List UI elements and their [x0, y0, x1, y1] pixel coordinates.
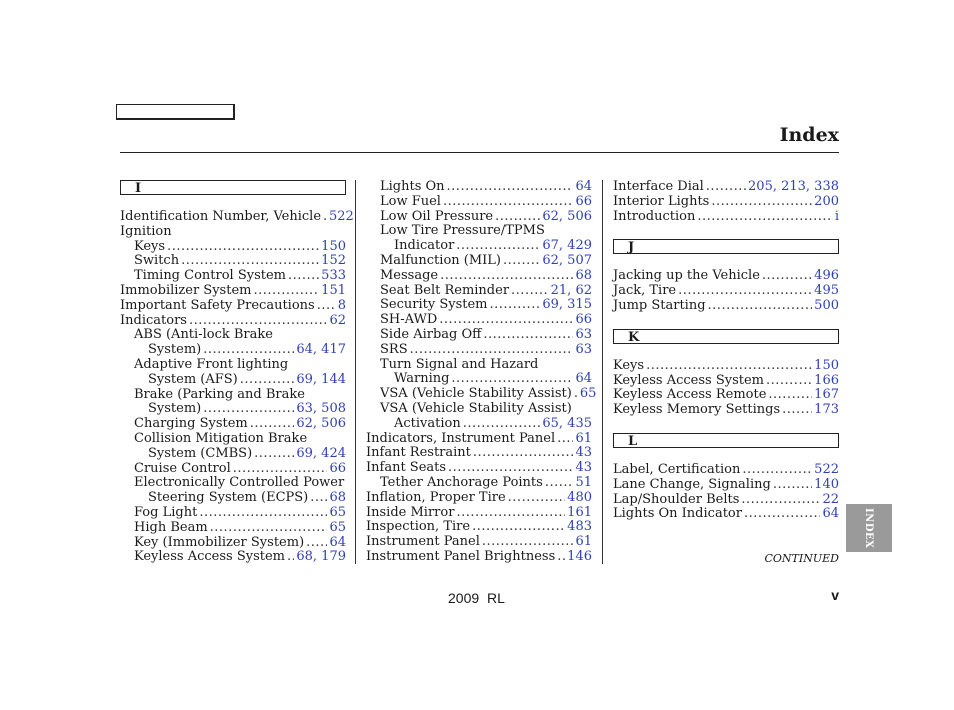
index-entry: [366, 328, 592, 343]
page-link[interactable]: 205, 213, 338: [748, 179, 839, 194]
entry-term: Infant Restraint: [366, 445, 471, 461]
dot-leader: [443, 195, 573, 210]
entry-term: Charging System: [134, 416, 248, 432]
dot-leader: [410, 343, 574, 358]
index-entry: [120, 314, 346, 329]
dot-leader: [782, 403, 812, 418]
entry-term: System): [148, 342, 202, 358]
side-tab-label: INDEX: [863, 508, 874, 549]
page-link[interactable]: 61: [575, 430, 592, 446]
dot-leader: [490, 298, 541, 313]
dot-leader: [167, 240, 319, 255]
dot-leader: [240, 373, 295, 388]
entry-term: Important Safety Precautions: [120, 297, 315, 313]
spacer: [613, 418, 839, 433]
page-link[interactable]: 151: [321, 282, 346, 298]
index-entry: [366, 386, 597, 402]
dot-leader: [199, 506, 327, 521]
page-link[interactable]: 64: [822, 506, 839, 522]
index-entry: [366, 343, 592, 358]
entry-term: Low Tire Pressure/TPMS: [380, 223, 545, 239]
entry-term: Side Airbag Off: [380, 326, 482, 342]
section-tab-box: [116, 104, 235, 120]
index-entry: [366, 506, 592, 521]
spacer: [613, 224, 839, 239]
page-link[interactable]: 68: [575, 267, 592, 283]
index-entry: [120, 209, 354, 225]
index-entry: [366, 372, 592, 387]
entry-term: Lane Change, Signaling: [613, 476, 771, 492]
page-link[interactable]: 65, 435: [542, 415, 592, 431]
index-entry: [120, 388, 346, 403]
index-entry: [120, 254, 346, 269]
dot-leader: [545, 476, 574, 491]
dot-leader: [711, 195, 812, 210]
page-link[interactable]: 63: [575, 326, 592, 342]
page-link[interactable]: 8: [337, 297, 346, 313]
page-link[interactable]: 22: [822, 491, 839, 507]
dot-leader: [503, 254, 540, 269]
entry-term: Interface Dial: [613, 179, 704, 194]
page-link[interactable]: 68, 179: [296, 549, 346, 565]
entry-term: Immobilizer System: [120, 282, 252, 298]
page-number: v: [831, 587, 839, 603]
index-entry: [120, 476, 346, 491]
index-side-tab[interactable]: [846, 504, 892, 552]
dot-leader: [574, 387, 578, 402]
dot-leader: [447, 180, 574, 195]
entry-term: System): [148, 401, 202, 417]
entry-term: VSA (Vehicle Stability Assist): [380, 386, 572, 402]
page-link[interactable]: 146: [567, 548, 592, 564]
page-link[interactable]: 150: [814, 357, 839, 373]
dot-leader: [744, 507, 820, 522]
index-entry: [613, 507, 839, 522]
index-entry: [366, 520, 592, 535]
page-link[interactable]: i: [834, 208, 839, 224]
dot-leader: [203, 343, 294, 358]
dot-leader: [741, 493, 820, 508]
entry-term: Timing Control System: [134, 268, 287, 284]
entry-term: Tether Anchorage Points: [380, 474, 543, 490]
entry-term: High Beam: [134, 519, 208, 535]
column-divider: [355, 180, 356, 564]
entry-term: Inflation, Proper Tire: [366, 489, 506, 505]
page-link[interactable]: 65: [579, 386, 597, 402]
dot-leader: [253, 284, 319, 299]
page-link[interactable]: 69, 424: [296, 445, 346, 461]
entry-term: Inspection, Tire: [366, 519, 471, 535]
index-entry: [613, 388, 839, 403]
entry-term: Introduction: [613, 208, 696, 224]
dot-leader: [451, 372, 573, 387]
entry-term: System (AFS): [148, 371, 238, 387]
entry-term: Keyless Access System: [134, 549, 286, 565]
dot-leader: [762, 269, 812, 284]
page-link[interactable]: 522: [814, 461, 839, 477]
entry-term: Seat Belt Reminder: [380, 282, 510, 298]
entry-term: ABS (Anti-lock Brake: [134, 327, 273, 343]
page-title: Index: [779, 124, 839, 146]
page-link[interactable]: 66: [329, 460, 346, 476]
dot-leader: [287, 550, 294, 565]
page-link[interactable]: 522: [329, 209, 354, 224]
index-entry: [613, 269, 839, 284]
index-entry: [613, 463, 839, 478]
dot-leader: [440, 269, 573, 284]
entry-term: Activation: [394, 415, 461, 431]
entry-term: Lights On Indicator: [613, 506, 742, 522]
index-entry: [120, 299, 346, 314]
entry-term: Indicator: [394, 238, 455, 254]
index-entry: [120, 521, 346, 536]
entry-term: Instrument Panel: [366, 534, 480, 550]
page-link[interactable]: 69, 144: [296, 371, 346, 387]
dot-leader: [472, 520, 565, 535]
index-entry: [613, 359, 839, 374]
dot-leader: [697, 210, 832, 225]
dot-leader: [288, 269, 319, 284]
page-link[interactable]: 68: [329, 490, 346, 506]
column-divider: [602, 180, 603, 564]
page-link[interactable]: 161: [567, 504, 592, 520]
entry-term: Lights On: [380, 179, 445, 194]
dot-leader: [773, 478, 812, 493]
entry-term: Keyless Access System: [613, 372, 765, 388]
page-link[interactable]: 64: [575, 179, 592, 194]
entry-term: Jacking up the Vehicle: [613, 268, 760, 284]
dot-leader: [483, 328, 573, 343]
page-link[interactable]: 480: [567, 489, 592, 505]
entry-term: Low Oil Pressure: [380, 208, 494, 224]
dot-leader: [646, 359, 812, 374]
index-entry: [366, 298, 592, 313]
entry-term: Malfunction (MIL): [380, 252, 501, 268]
entry-term: Jack, Tire: [613, 283, 677, 299]
continued-note: CONTINUED: [764, 552, 839, 565]
entry-term: SH-AWD: [380, 312, 438, 328]
letter-heading: I: [120, 180, 346, 195]
page-link[interactable]: 140: [814, 476, 839, 492]
index-entry: [613, 284, 839, 299]
dot-leader: [508, 491, 566, 506]
entry-term: Fog Light: [134, 504, 198, 520]
entry-term: Adaptive Front lighting: [134, 356, 289, 372]
dot-leader: [323, 210, 327, 225]
page-link[interactable]: 150: [321, 238, 346, 254]
page-link[interactable]: 62: [329, 312, 346, 328]
dot-leader: [254, 447, 294, 462]
dot-leader: [181, 254, 319, 269]
index-entry: [120, 417, 346, 432]
page-link[interactable]: 62, 507: [542, 252, 592, 268]
page-link[interactable]: 200: [814, 193, 839, 209]
entry-term: Cruise Control: [134, 460, 231, 476]
index-entry: [366, 432, 592, 447]
entry-term: Inside Mirror: [366, 504, 455, 520]
index-entry: [120, 550, 346, 565]
spacer: [613, 314, 839, 329]
page-link[interactable]: 495: [814, 283, 839, 299]
index-entry: [120, 328, 346, 343]
index-entry: [120, 225, 346, 240]
entry-term: VSA (Vehicle Stability Assist): [380, 400, 572, 416]
page-link[interactable]: 64: [329, 534, 346, 550]
index-entry: [366, 239, 592, 254]
dot-leader: [250, 417, 295, 432]
page-link[interactable]: 152: [321, 253, 346, 269]
page-link[interactable]: 65: [329, 519, 346, 535]
index-entry: [366, 358, 592, 373]
model-year: 2009 RL: [448, 590, 505, 606]
index-column-3: [613, 180, 839, 522]
page-link[interactable]: 62, 506: [542, 208, 592, 224]
entry-term: Interior Lights: [613, 193, 710, 209]
entry-term: Instrument Panel Brightness: [366, 548, 556, 564]
index-entry: [120, 447, 346, 462]
dot-leader: [189, 314, 327, 329]
index-entry: [366, 402, 592, 417]
entry-term: SRS: [380, 341, 408, 357]
page-link[interactable]: 21, 62: [550, 282, 592, 298]
index-entry: [366, 550, 592, 565]
entry-term: Keyless Access Remote: [613, 387, 767, 403]
index-entry: [366, 284, 592, 299]
dot-leader: [482, 535, 574, 550]
page-link[interactable]: 62, 506: [296, 416, 346, 432]
index-entry: [366, 461, 592, 476]
dot-leader: [310, 491, 327, 506]
index-entry: [120, 240, 346, 255]
page-link[interactable]: 533: [321, 268, 346, 284]
page-link[interactable]: 166: [814, 372, 839, 388]
entry-term: Message: [380, 267, 439, 283]
dot-leader: [473, 446, 574, 461]
page-link[interactable]: 65: [329, 504, 346, 520]
entry-term: Label, Certification: [613, 461, 741, 477]
entry-term: Indicators, Instrument Panel: [366, 430, 556, 446]
page-link[interactable]: 483: [567, 519, 592, 535]
entry-term: Keys: [134, 238, 166, 254]
header-rule: [120, 152, 839, 153]
page-link[interactable]: 69, 315: [542, 297, 592, 313]
index-entry: [366, 491, 592, 506]
dot-leader: [678, 284, 812, 299]
dot-leader: [448, 461, 573, 476]
index-entry: [366, 446, 592, 461]
index-entry: [120, 284, 346, 299]
page-link[interactable]: 63: [575, 341, 592, 357]
dot-leader: [306, 536, 327, 551]
page-link[interactable]: 66: [575, 193, 592, 209]
entry-term: Jump Starting: [613, 297, 706, 313]
dot-leader: [439, 313, 573, 328]
index-entry: [120, 373, 346, 388]
page-link[interactable]: 496: [814, 268, 839, 284]
index-entry: [613, 478, 839, 493]
entry-term: Key (Immobilizer System): [134, 534, 305, 550]
page-link[interactable]: 51: [575, 474, 592, 490]
dot-leader: [203, 402, 294, 417]
entry-term: Infant Seats: [366, 460, 447, 476]
entry-term: Steering System (ECPS): [148, 490, 309, 506]
index-entry: [613, 210, 839, 225]
index-entry: [120, 506, 346, 521]
index-entry: [613, 195, 839, 210]
entry-term: Switch: [134, 253, 180, 269]
index-entry: [613, 180, 839, 195]
entry-term: Security System: [380, 297, 488, 313]
entry-term: Low Fuel: [380, 193, 441, 209]
index-entry: [120, 432, 346, 447]
index-entry: [366, 269, 592, 284]
page-link[interactable]: 173: [814, 402, 839, 418]
dot-leader: [495, 210, 540, 225]
page-link[interactable]: 66: [575, 312, 592, 328]
dot-leader: [233, 462, 328, 477]
dot-leader: [463, 417, 541, 432]
index-entry: [366, 313, 592, 328]
page-link[interactable]: 43: [575, 445, 592, 461]
index-entry: [120, 402, 346, 417]
entry-term: Brake (Parking and Brake: [134, 386, 305, 402]
index-entry: [120, 358, 346, 373]
index-entry: [613, 403, 839, 418]
page-link[interactable]: 500: [814, 297, 839, 313]
index-entry: [613, 299, 839, 314]
index-entry: [366, 180, 592, 195]
entry-term: Indicators: [120, 312, 187, 328]
index-entry: [120, 343, 346, 358]
index-entry: [366, 210, 592, 225]
index-entry: [120, 462, 346, 477]
dot-leader: [210, 521, 328, 536]
letter-heading: J: [613, 239, 839, 254]
index-entry: [366, 535, 592, 550]
letter-heading: K: [613, 329, 839, 344]
page-link[interactable]: 64, 417: [296, 342, 346, 358]
dot-leader: [768, 388, 812, 403]
entry-term: Warning: [394, 371, 450, 387]
index-entry: [613, 493, 839, 508]
index-entry: [366, 417, 592, 432]
dot-leader: [456, 506, 565, 521]
entry-term: Keys: [613, 357, 645, 373]
page-link[interactable]: 64: [575, 371, 592, 387]
entry-term: Turn Signal and Hazard: [380, 356, 539, 372]
dot-leader: [708, 299, 813, 314]
dot-leader: [317, 299, 336, 314]
entry-term: Lap/Shoulder Belts: [613, 491, 740, 507]
page-link[interactable]: 43: [575, 460, 592, 476]
index-column-1: [120, 180, 354, 565]
index-entry: [120, 491, 346, 506]
entry-term: Ignition: [120, 223, 172, 239]
entry-term: Identification Number, Vehicle: [120, 209, 322, 224]
dot-leader: [706, 180, 746, 195]
dot-leader: [456, 239, 540, 254]
index-entry: [366, 254, 592, 269]
index-entry: [366, 224, 592, 239]
entry-term: Collision Mitigation Brake: [134, 430, 308, 446]
index-entry: [120, 269, 346, 284]
index-entry: [366, 195, 592, 210]
page-link[interactable]: 67, 429: [542, 238, 592, 254]
dot-leader: [742, 463, 812, 478]
page-link[interactable]: 63, 508: [296, 401, 346, 417]
page-link[interactable]: 61: [575, 534, 592, 550]
page-link[interactable]: 167: [814, 387, 839, 403]
dot-leader: [557, 432, 573, 447]
entry-term: Keyless Memory Settings: [613, 402, 781, 418]
index-entry: [366, 476, 592, 491]
index-entry: [120, 536, 346, 551]
dot-leader: [766, 374, 812, 389]
entry-term: Electronically Controlled Power: [134, 475, 345, 491]
dot-leader: [511, 284, 549, 299]
entry-term: System (CMBS): [148, 445, 253, 461]
index-column-2: [366, 179, 597, 565]
dot-leader: [557, 550, 565, 565]
index-entry: [613, 374, 839, 389]
letter-heading: L: [613, 433, 839, 448]
